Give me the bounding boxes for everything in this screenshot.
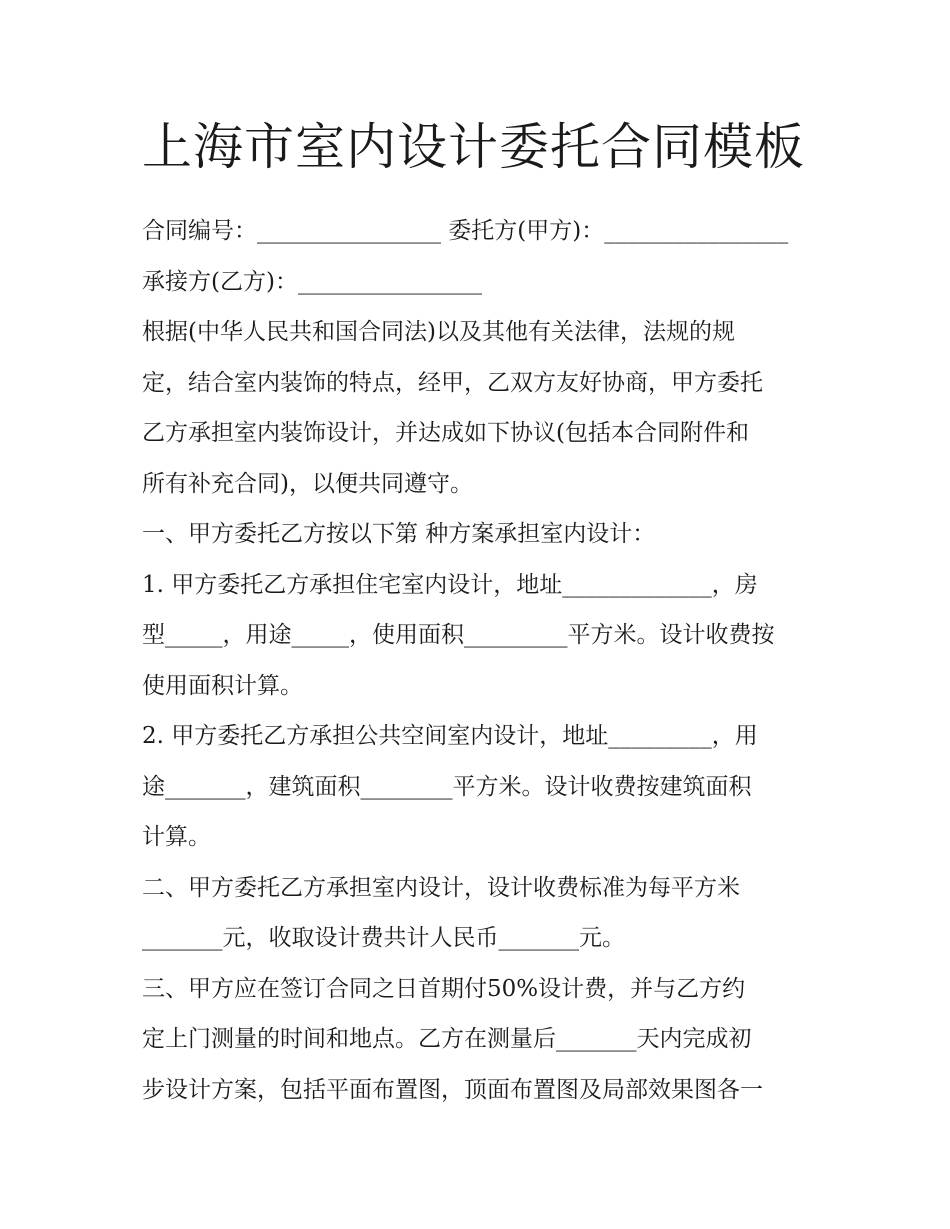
- clause-1-line: 型_____，用途_____，使用面积_________平方米。设计收费按: [142, 622, 775, 648]
- paragraph-line: 定，结合室内装饰的特点，经甲，乙双方友好协商，甲方委托: [142, 369, 763, 396]
- section-two-line: 二、甲方委托乙方承担室内设计，设计收费标准为每平方米: [142, 874, 740, 901]
- document-body: [142, 206, 820, 1115]
- clause-1-line: 1. 甲方委托乙方承担住宅室内设计，地址_____________，房: [142, 571, 758, 598]
- paragraph-line: 根据(中华人民共和国合同法)以及其他有关法律，法规的规: [142, 319, 735, 345]
- contract-number-line: 合同编号：________________ 委托方(甲方)：________________: [142, 218, 789, 244]
- clause-1-line: 使用面积计算。: [142, 672, 303, 699]
- section-three-line: 定上门测量的时间和地点。乙方在测量后_______天内完成初: [142, 1026, 752, 1052]
- document-title: 上海市室内设计委托合同模板: [142, 118, 805, 176]
- paragraph-line: 所有补充合同)，以便共同遵守。: [142, 470, 473, 497]
- section-one-heading: 一、甲方委托乙方按以下第 种方案承担室内设计：: [142, 521, 656, 547]
- clause-2-line: 途_______，建筑面积________平方米。设计收费按建筑面积: [142, 773, 752, 800]
- section-three-line: 步设计方案，包括平面布置图，顶面布置图及局部效果图各一: [142, 1076, 763, 1103]
- clause-2-line: 计算。: [142, 824, 211, 850]
- contractor-line: 承接方(乙方)：________________: [142, 268, 482, 295]
- section-two-line: _______元，收取设计费共计人民币_______元。: [142, 925, 625, 951]
- paragraph-line: 乙方承担室内装饰设计，并达成如下协议(包括本合同附件和: [142, 420, 749, 446]
- clause-2-line: 2. 甲方委托乙方承担公共空间室内设计，地址_________，用: [142, 723, 758, 749]
- section-three-line: 三、甲方应在签订合同之日首期付50%设计费，并与乙方约: [142, 975, 746, 1002]
